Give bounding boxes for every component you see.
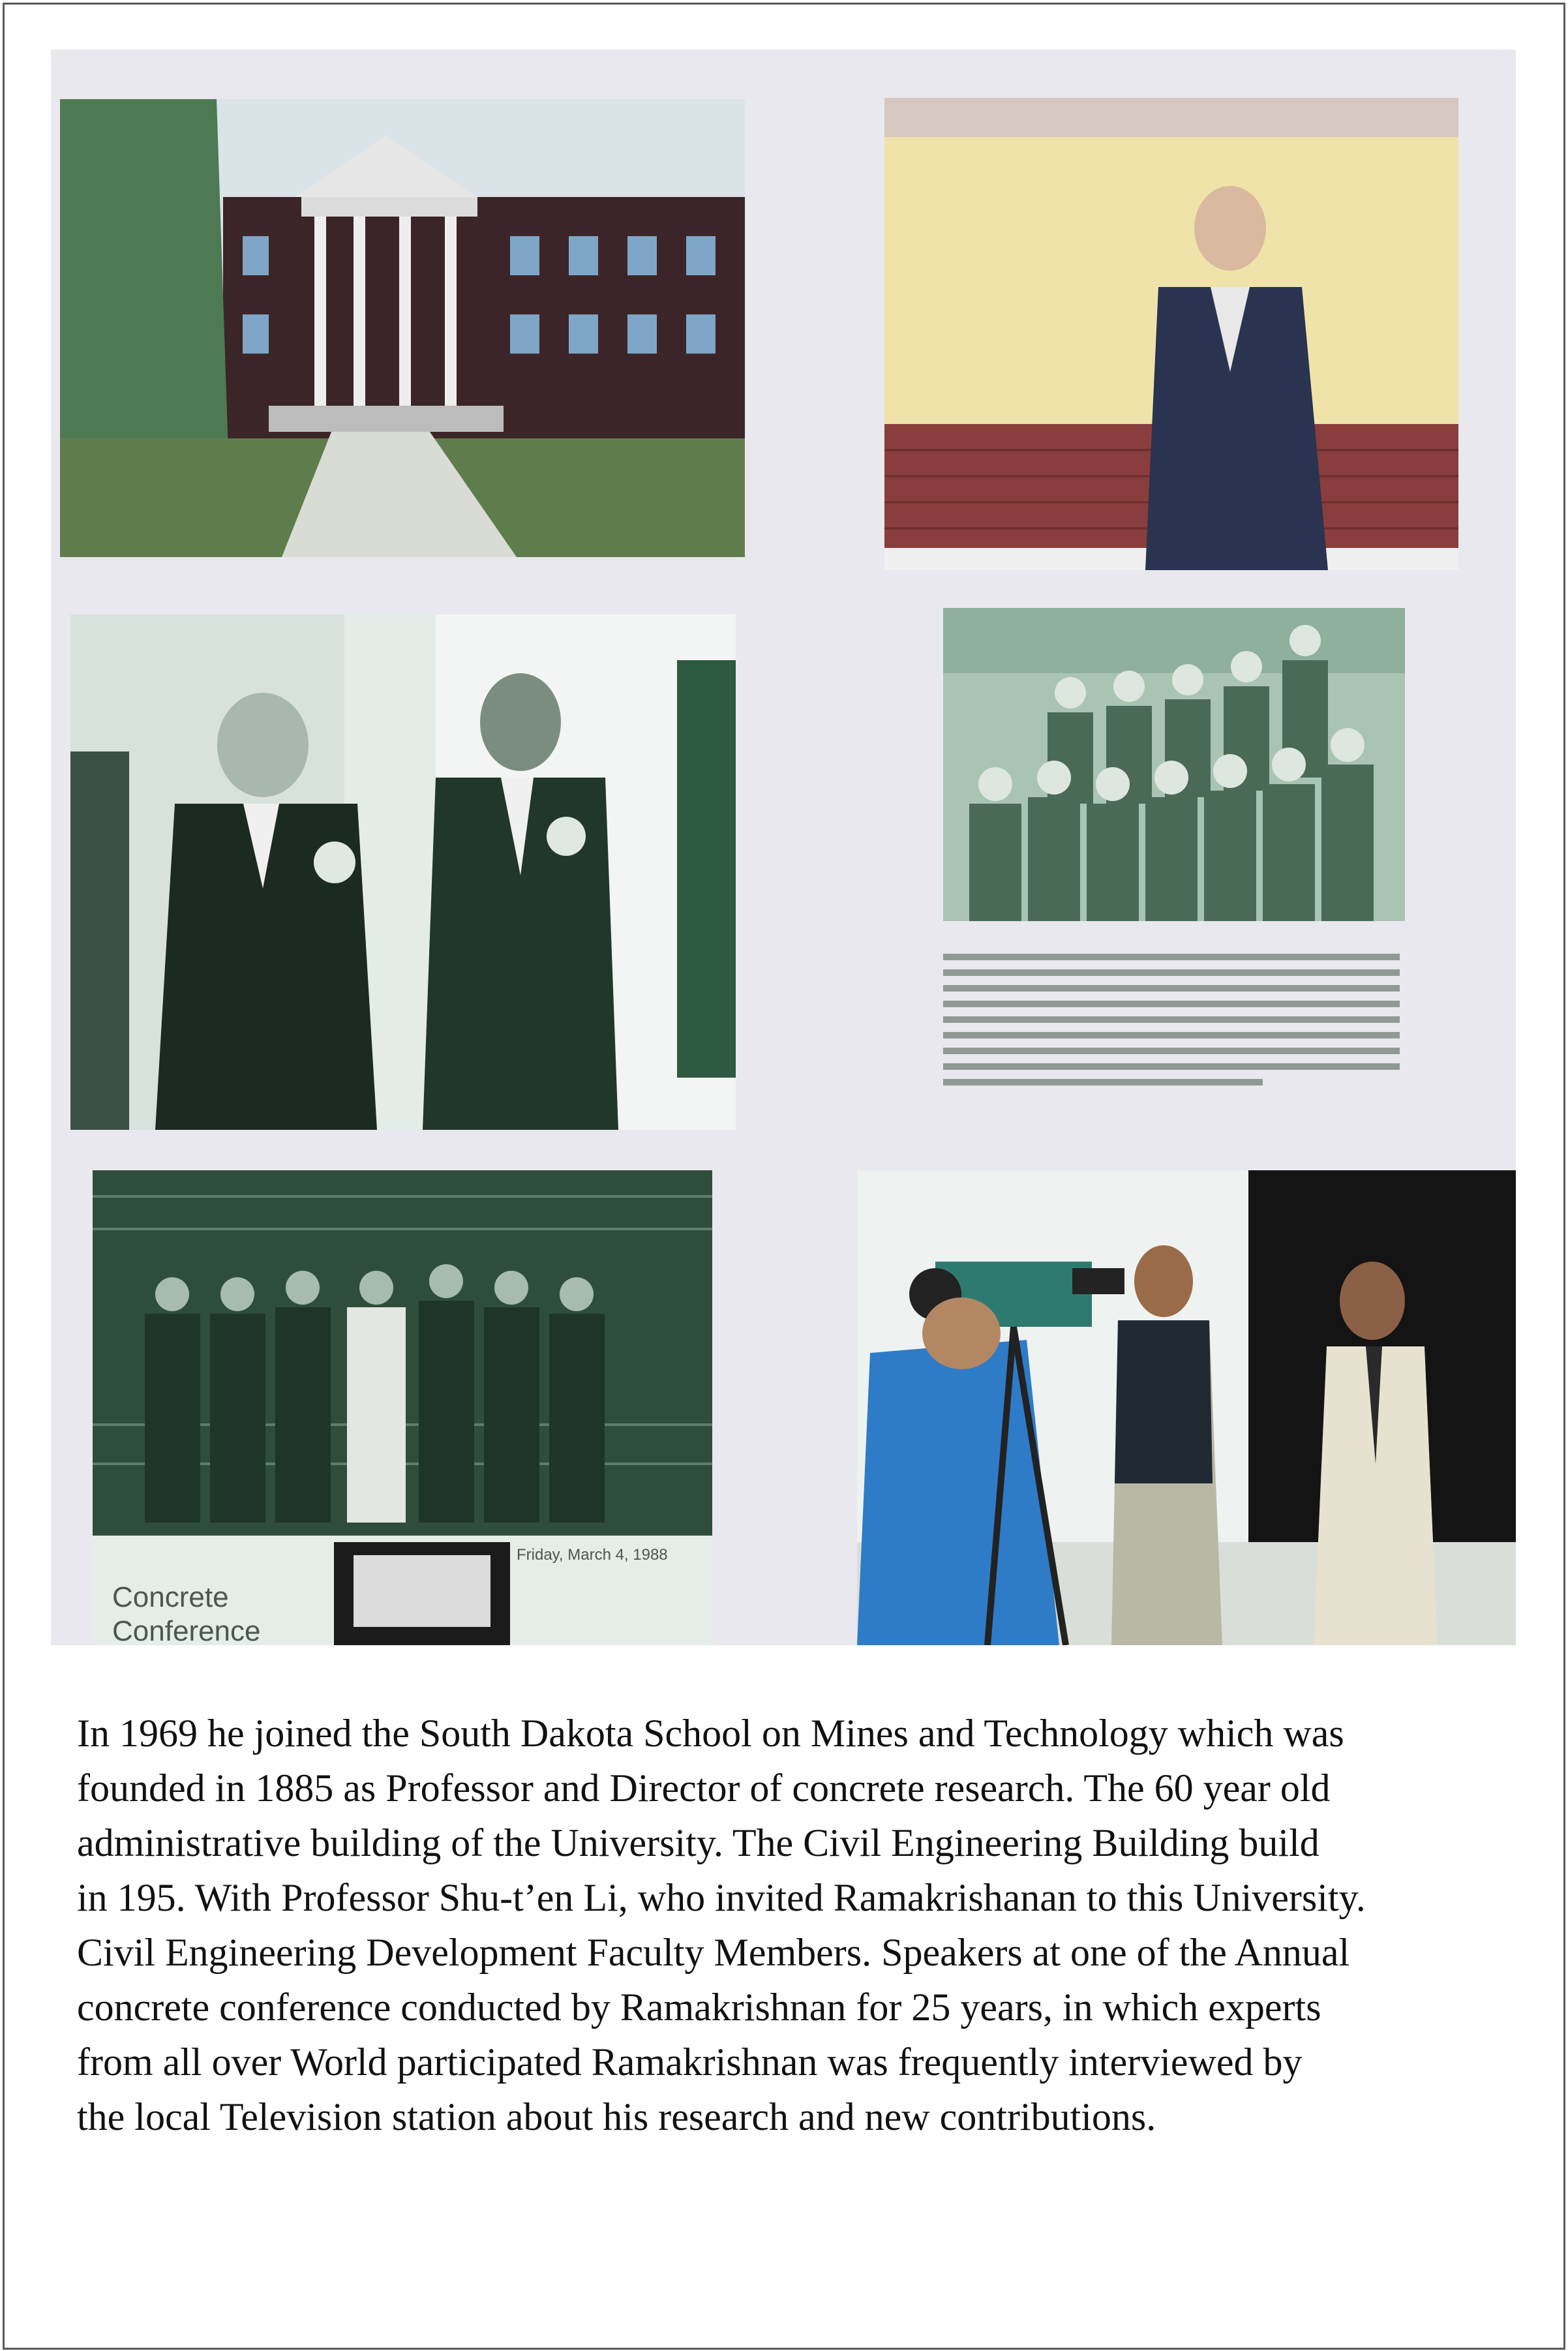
caption-line: Civil Engineering Development Faculty Members. Speakers at one of the Annual [77, 1931, 1350, 1974]
caption-line: in 195. With Professor Shu-t’en Li, who invited Ramakrishanan to this University. [77, 1876, 1366, 1919]
photo-admin-building [60, 99, 745, 557]
conference-date: Friday, March 4, 1988 [517, 1546, 668, 1564]
photo-faculty-members [943, 608, 1405, 921]
description-caption [77, 1706, 1538, 2144]
photo-conference-speakers [93, 1170, 712, 1645]
conference-title-line1: Concrete [112, 1581, 229, 1613]
photo-civil-engineering-building [884, 98, 1458, 570]
caption-line: administrative building of the University. The Civil Engineering Building build [77, 1821, 1319, 1864]
faculty-caption-block [943, 948, 1400, 1164]
conference-title-line2: Conference [112, 1615, 261, 1645]
photo-tv-interview [857, 1170, 1516, 1645]
caption-line: the local Television station about his research and new contributions. [77, 2095, 1156, 2138]
caption-line: from all over World participated Ramakrishnan was frequently interviewed by [77, 2040, 1303, 2084]
caption-line: founded in 1885 as Professor and Director of concrete research. The 60 year old [77, 1767, 1331, 1810]
photo-board [51, 50, 1516, 1645]
caption-line: concrete conference conducted by Ramakrishnan for 25 years, in which experts [77, 1986, 1321, 2029]
photo-with-professor-li [70, 614, 736, 1130]
caption-line: In 1969 he joined the South Dakota School on Mines and Technology which was [77, 1712, 1344, 1755]
